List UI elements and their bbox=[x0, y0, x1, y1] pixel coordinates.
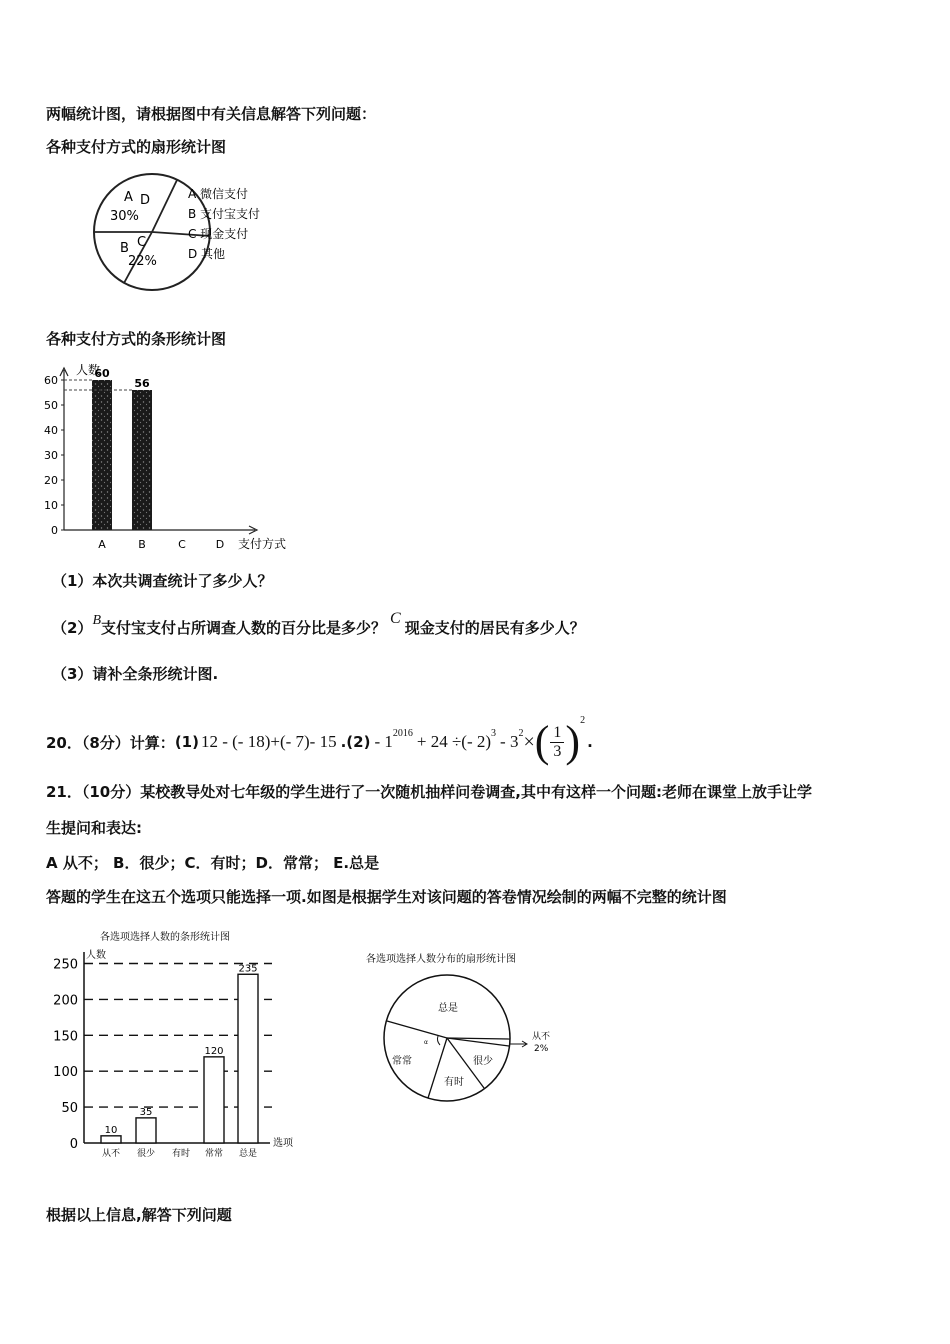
bar1-value-label: 60 bbox=[94, 367, 110, 380]
q20-sep: .(2) bbox=[340, 733, 371, 751]
bar1-bars bbox=[64, 367, 224, 551]
pie1-slice-a-value: 30% bbox=[110, 209, 139, 224]
q21-line1: 21．（10分）某校教导处对七年级的学生进行了一次随机抽样问卷调查,其中有这样一个问题:老师在课堂上放手让学 bbox=[46, 783, 812, 801]
bar2-bar bbox=[204, 1057, 224, 1143]
q20-frac-num: 1 bbox=[553, 723, 562, 741]
q20-label: 20．（8分）计算： bbox=[46, 733, 175, 752]
pie2-label-rarely: 很少 bbox=[473, 1056, 493, 1067]
pie2-label-sometimes: 有时 bbox=[444, 1077, 464, 1088]
bar1-chart bbox=[40, 358, 310, 558]
pie1-slice-b-letter: B bbox=[120, 241, 129, 256]
pie1-legend-c: C 现金支付 bbox=[188, 227, 249, 241]
bar2-tick-label: 250 bbox=[53, 957, 78, 973]
bar1-tick-label: 20 bbox=[44, 474, 58, 487]
bar2-tick-label: 0 bbox=[69, 1137, 78, 1152]
bar1-tick-label: 0 bbox=[51, 524, 58, 537]
q21-line4: 答题的学生在这五个选项只能选择一项.如图是根据学生对该问题的答卷情况绘制的两幅不完整的统计图 bbox=[46, 888, 727, 906]
bar2-xlabel: 选项 bbox=[273, 1138, 293, 1149]
bar1-bar bbox=[132, 390, 152, 530]
q20-expr2-exp2: 3 bbox=[491, 727, 497, 739]
bar2-title: 各选项选择人数的条形统计图 bbox=[100, 932, 230, 943]
q21-line2: 生提问和表达: bbox=[46, 819, 142, 837]
q19-part2-b: B bbox=[92, 613, 101, 628]
pie2-label-never: 从不 bbox=[532, 1032, 551, 1042]
bar2-bars bbox=[101, 963, 258, 1159]
q20-expr2-c: - 3 bbox=[500, 732, 519, 751]
bar1-category-label: D bbox=[215, 538, 225, 551]
bar1-category-label: B bbox=[138, 538, 146, 551]
q20-expr2-b: + 24 ÷(- 2) bbox=[416, 732, 492, 751]
pie1-slice-d-letter: D bbox=[140, 193, 151, 208]
q20-paren-close: ) bbox=[565, 717, 581, 766]
pie1-title: 各种支付方式的扇形统计图 bbox=[46, 138, 227, 156]
bar2-value-label: 35 bbox=[139, 1106, 153, 1118]
q20-expr1: 12 - (- 18)+(- 7)- 15 bbox=[200, 732, 337, 751]
bar2-category-label: 很少 bbox=[136, 1149, 156, 1159]
bar2-category-label: 从不 bbox=[101, 1149, 121, 1159]
pie2-angle-arc bbox=[438, 1036, 440, 1045]
q20-expr2-times: × bbox=[523, 730, 535, 753]
q19-part2-prefix: （2） bbox=[52, 619, 93, 637]
pie1-divider-ad bbox=[152, 180, 177, 232]
pie1-legend-d: D 其他 bbox=[188, 247, 226, 261]
pie1-slice-a-letter: A bbox=[124, 190, 133, 205]
bar2-category-label: 常常 bbox=[204, 1149, 224, 1159]
bar2-category-label: 有时 bbox=[171, 1149, 191, 1159]
bar2-category-label: 总是 bbox=[238, 1149, 258, 1159]
q20-expr2-exp4: 2 bbox=[580, 714, 586, 726]
bar1-value-label: 56 bbox=[134, 377, 150, 390]
bar1-xlabel: 支付方式 bbox=[238, 537, 287, 551]
bar1-tick-label: 40 bbox=[44, 424, 58, 437]
bar2-ylabel: 人数 bbox=[86, 950, 106, 961]
q19-part2-end: 现金支付的居民有多少人？ bbox=[404, 619, 585, 637]
pie2-title: 各选项选择人数分布的扇形统计图 bbox=[366, 954, 516, 965]
bar2-tick-label: 200 bbox=[53, 993, 78, 1009]
bar1-tick-label: 10 bbox=[44, 499, 58, 512]
q19-part2-mid: 支付宝支付占所调查人数的百分比是多少？ bbox=[101, 619, 387, 637]
pie1-slice-c-letter: C bbox=[137, 235, 147, 250]
q20-frac-den: 3 bbox=[553, 742, 562, 760]
pie1-legend-a: A 微信支付 bbox=[188, 187, 249, 201]
bar1-ylabel: 人数 bbox=[76, 363, 101, 377]
q20-expr2-exp1: 2016 bbox=[392, 727, 413, 739]
bar2-bar bbox=[136, 1118, 156, 1143]
bar1-ticks bbox=[44, 374, 64, 537]
pie2-chart bbox=[360, 948, 570, 1108]
pie1-legend-b: B 支付宝支付 bbox=[188, 207, 261, 221]
bar2-tick-label: 100 bbox=[53, 1065, 78, 1081]
q20-end: . bbox=[587, 733, 593, 751]
bar1-category-label: A bbox=[98, 538, 106, 551]
q21-options: A 从不； B．很少；C．有时；D．常常； E.总是 bbox=[46, 854, 380, 872]
q19-part2-c: C bbox=[390, 610, 401, 627]
bar2-value-label: 10 bbox=[104, 1124, 118, 1136]
pie2-line-often-sometimes bbox=[428, 1038, 447, 1098]
bar1-tick-label: 60 bbox=[44, 374, 58, 387]
pie1-slice-c-value: 22% bbox=[128, 254, 157, 269]
q21-closing: 根据以上信息,解答下列问题 bbox=[46, 1206, 232, 1224]
bar2-bar bbox=[238, 974, 258, 1143]
bar1-title: 各种支付方式的条形统计图 bbox=[46, 330, 227, 348]
bar2-chart bbox=[44, 924, 314, 1164]
intro-text: 两幅统计图，请根据图中有关信息解答下列问题： bbox=[46, 105, 377, 123]
pie1-chart bbox=[40, 160, 300, 310]
q20-expr2-a: - 1 bbox=[374, 732, 393, 751]
bar2-tick-label: 150 bbox=[53, 1029, 78, 1045]
bar1-tick-label: 30 bbox=[44, 449, 58, 462]
bar2-bar bbox=[101, 1136, 121, 1143]
bar1-category-label: C bbox=[178, 538, 186, 551]
pie2-angle-label: α bbox=[424, 1039, 428, 1046]
q20-line bbox=[46, 714, 593, 766]
q19-part1: （1）本次共调查统计了多少人？ bbox=[52, 572, 273, 590]
pie2-line-always-often bbox=[387, 1021, 447, 1038]
bar2-value-label: 235 bbox=[238, 963, 258, 975]
pie2-label-always: 总是 bbox=[438, 1003, 458, 1014]
pie2-label-never-pct: 2% bbox=[534, 1044, 549, 1054]
q19-part2 bbox=[52, 610, 585, 638]
q20-part1-label: (1) bbox=[174, 733, 199, 751]
pie2-label-often: 常常 bbox=[392, 1056, 412, 1067]
bar1-tick-label: 50 bbox=[44, 399, 58, 412]
bar1-bar bbox=[92, 380, 112, 530]
bar2-value-label: 120 bbox=[204, 1045, 224, 1057]
q20-fraction bbox=[550, 724, 564, 761]
q19-part3: （3）请补全条形统计图. bbox=[52, 665, 219, 683]
q20-paren-open: ( bbox=[534, 717, 550, 766]
bar2-tick-label: 50 bbox=[61, 1101, 78, 1117]
q20-expr2-exp3: 2 bbox=[518, 727, 524, 739]
